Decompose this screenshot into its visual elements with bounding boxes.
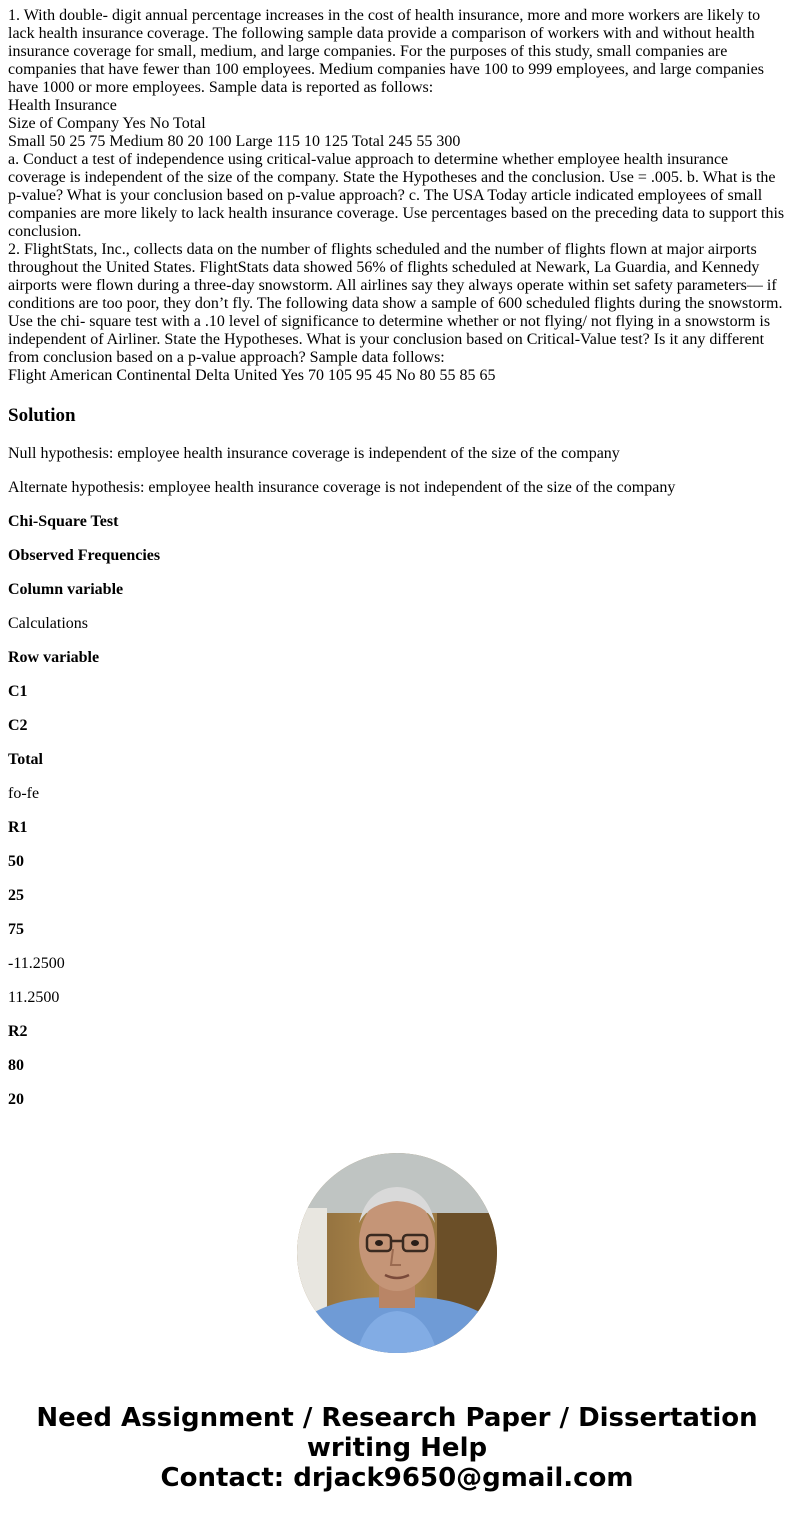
solution-item: fo-fe (8, 785, 40, 802)
solution-item: R2 (8, 1023, 28, 1040)
footer-line-1: Need Assignment / Research Paper / Dissertation (36, 1403, 758, 1433)
solution-item: 80 (8, 1057, 24, 1074)
solution-item: Observed Frequencies (8, 547, 161, 564)
footer-line-2: writing Help (306, 1433, 488, 1463)
footer-advert (0, 1403, 794, 1493)
solution-item: Row variable (8, 649, 100, 666)
solution-item: 11.2500 (8, 989, 60, 1006)
solution-item: Total (8, 751, 43, 768)
question-1-text: 1. With double- digit annual percentage increases in the cost of health insurance, more and more workers are likely to lack health insurance coverage. The following sample data provide a comparison of workers with and without health insurance coverage for small, medium, and large companies. For the purposes of this study, small companies are companies that have fewer than 100 employees. Medium companies have 100 to 999 employees, and large companies have 1000 or more employees. Sample data is reported as follows: (8, 7, 764, 96)
solution-item: Calculations (8, 615, 88, 632)
alternate-hypothesis: Alternate hypothesis: employee health insurance coverage is not independent of the size of the company (8, 479, 676, 496)
solution-item: 50 (8, 853, 24, 870)
question-1-parts: a. Conduct a test of independence using critical-value approach to determine whether employee health insurance coverage is independent of the size of the company. State the Hypotheses and the conclusion. Use = .005. b. What is the p-value? What is your conclusion based on p-value approach? c. The USA Today article indicated employees of small companies are more likely to lack health insurance coverage. Use percentages based on the preceding data to support this conclusion. (8, 151, 785, 240)
null-hypothesis: Null hypothesis: employee health insurance coverage is independent of the size of the company (8, 445, 620, 462)
solution-item: -11.2500 (8, 955, 65, 972)
solution-item: 25 (8, 887, 24, 904)
solution-heading: Solution (8, 405, 76, 426)
solution-item: R1 (8, 819, 28, 836)
solution-item: 75 (8, 921, 24, 938)
solution-item: C1 (8, 683, 28, 700)
author-portrait-image (297, 1153, 497, 1353)
solution-items (8, 513, 786, 1109)
solution-item: Chi-Square Test (8, 513, 119, 530)
author-photo (297, 1153, 497, 1353)
document-body (8, 7, 786, 1109)
footer-contact: Contact: drjack9650@gmail.com (160, 1463, 634, 1493)
table-title: Health Insurance (8, 97, 117, 114)
flight-data: Flight American Continental Delta United Yes 70 105 95 45 No 80 55 85 65 (8, 367, 496, 384)
table-header: Size of Company Yes No Total (8, 115, 206, 132)
solution-item: 20 (8, 1091, 24, 1108)
question-2-text: 2. FlightStats, Inc., collects data on the number of flights scheduled and the number of flights flown at major airports throughout the United States. FlightStats data showed 56% of flights scheduled at Newark, La Guardia, and Kennedy airports were flown during a three-day snowstorm. All airlines say they always operate within set safety parameters— if conditions are too poor, they don’t fly. The following data show a sample of 600 scheduled flights during the snowstorm. Use the chi- square test with a .10 level of significance to determine whether or not flying/ not flying in a snowstorm is independent of Airliner. State the Hypotheses. What is your conclusion based on Critical-Value test? Is it any different from conclusion based on a p-value approach? Sample data follows: (8, 241, 783, 366)
table-data: Small 50 25 75 Medium 80 20 100 Large 115 10 125 Total 245 55 300 (8, 133, 461, 150)
question-block (8, 7, 786, 385)
solution-item: C2 (8, 717, 28, 734)
solution-item: Column variable (8, 581, 124, 598)
